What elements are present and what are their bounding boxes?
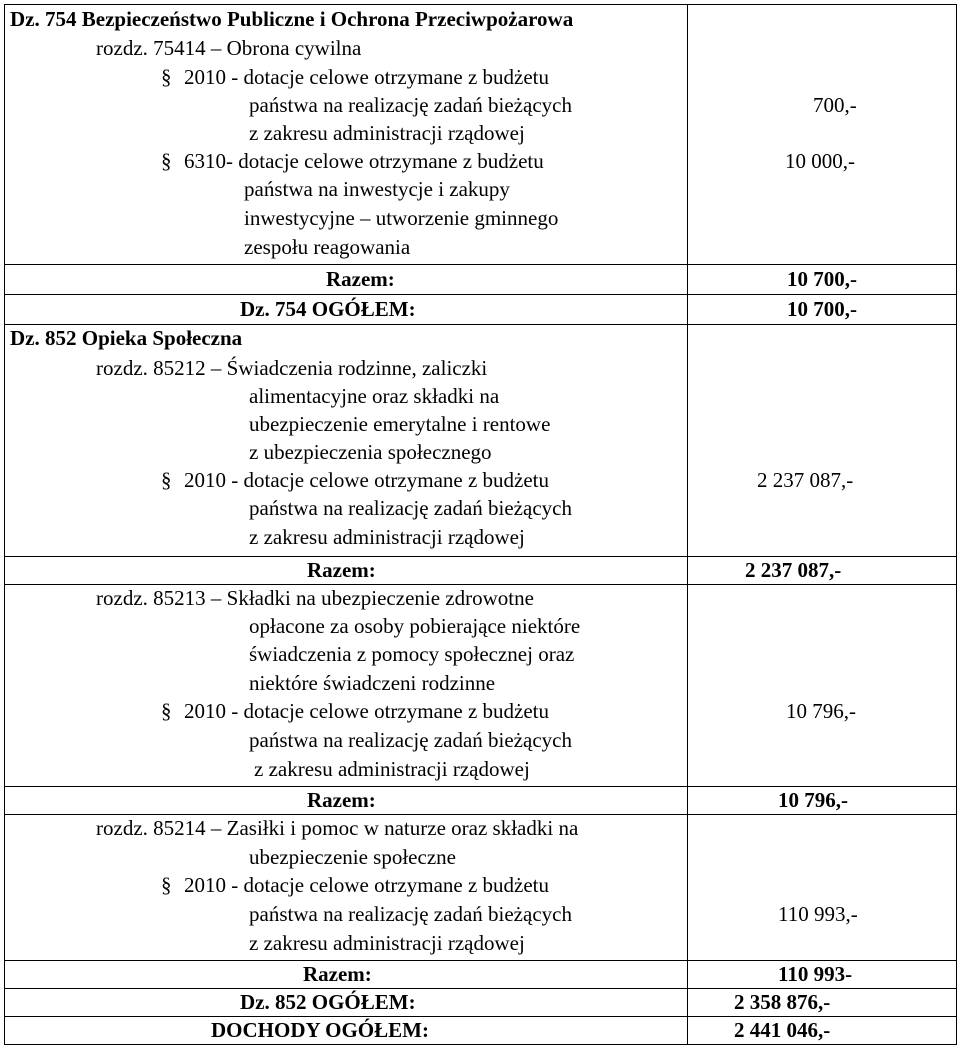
item-6310-line2: państwa na inwestycje i zakupy [244, 177, 510, 201]
chapter-heading-85213-line3: świadczenia z pomocy społecznej oraz [249, 642, 575, 666]
section-title-dz852: Dz. 852 Opieka Społeczna [10, 326, 243, 350]
section-sign: § [161, 873, 172, 897]
item-2010-amount: 10 796,- [786, 699, 856, 723]
section-total-label: Dz. 754 OGÓŁEM: [240, 297, 416, 321]
item-2010-line2: państwa na realizację zadań bieżących [249, 496, 572, 520]
section-sign: § [161, 149, 172, 173]
table-border-left [4, 4, 5, 1045]
item-2010-line3: z zakresu administracji rządowej [249, 931, 525, 955]
chapter-heading-75414: rozdz. 75414 – Obrona cywilna [96, 36, 362, 60]
item-6310-line4: zespołu reagowania [244, 235, 411, 259]
section-total-label: Dz. 852 OGÓŁEM: [240, 990, 416, 1014]
item-2010-line1: 2010 - dotacje celowe otrzymane z budżetu [184, 873, 550, 897]
subtotal-amount: 10 700,- [787, 267, 857, 291]
grand-total-amount: 2 441 046,- [734, 1018, 831, 1042]
column-divider [687, 4, 688, 1045]
subtotal-label: Razem: [303, 962, 372, 986]
subtotal-label: Razem: [307, 788, 376, 812]
item-2010-line3: z zakresu administracji rządowej [249, 525, 525, 549]
chapter-heading-85213-line2: opłacone za osoby pobierające niektóre [249, 614, 581, 638]
item-2010-line1: 2010 - dotacje celowe otrzymane z budżetu [184, 65, 550, 89]
item-2010-amount: 2 237 087,- [757, 468, 854, 492]
chapter-heading-85212-line4: z ubezpieczenia społecznego [249, 440, 492, 464]
section-sign: § [161, 699, 172, 723]
item-2010-amount: 110 993,- [778, 902, 858, 926]
item-2010-line3: z zakresu administracji rządowej [249, 121, 525, 145]
item-2010-line3: z zakresu administracji rządowej [254, 757, 530, 781]
section-sign: § [161, 468, 172, 492]
subtotal-label: Razem: [307, 558, 376, 582]
chapter-heading-85213-line4: niektóre świadczeni rodzinne [249, 671, 496, 695]
section-title-dz754: Dz. 754 Bezpieczeństwo Publiczne i Ochrona Przeciwpożarowa [10, 7, 574, 31]
item-2010-line2: państwa na realizację zadań bieżących [249, 93, 572, 117]
item-2010-line1: 2010 - dotacje celowe otrzymane z budżetu [184, 468, 550, 492]
chapter-heading-85214-line2: ubezpieczenie społeczne [249, 845, 456, 869]
item-2010-amount: 700,- [813, 93, 857, 117]
section-total-amount: 10 700,- [787, 297, 857, 321]
subtotal-amount: 10 796,- [778, 788, 848, 812]
table-border-right [956, 4, 957, 1045]
item-2010-line2: państwa na realizację zadań bieżących [249, 902, 572, 926]
chapter-heading-85214: rozdz. 85214 – Zasiłki i pomoc w naturze oraz składki na [96, 816, 579, 840]
chapter-heading-85212-line2: alimentacyjne oraz składki na [249, 384, 500, 408]
item-2010-line2: państwa na realizację zadań bieżących [249, 728, 572, 752]
chapter-heading-85212: rozdz. 85212 – Świadczenia rodzinne, zaliczki [96, 356, 488, 380]
table-border-bottom [4, 1044, 956, 1045]
item-6310-line1: 6310- dotacje celowe otrzymane z budżetu [184, 149, 544, 173]
item-6310-line3: inwestycyjne – utworzenie gminnego [244, 206, 559, 230]
section-total-amount: 2 358 876,- [734, 990, 831, 1014]
subtotal-amount: 110 993- [778, 962, 853, 986]
grand-total-label: DOCHODY OGÓŁEM: [211, 1018, 429, 1042]
subtotal-amount: 2 237 087,- [745, 558, 842, 582]
chapter-heading-85213: rozdz. 85213 – Składki na ubezpieczenie zdrowotne [96, 586, 534, 610]
subtotal-label: Razem: [326, 267, 395, 291]
item-6310-amount: 10 000,- [785, 149, 855, 173]
item-2010-line1: 2010 - dotacje celowe otrzymane z budżetu [184, 699, 550, 723]
section-sign: § [161, 65, 172, 89]
chapter-heading-85212-line3: ubezpieczenie emerytalne i rentowe [249, 412, 551, 436]
